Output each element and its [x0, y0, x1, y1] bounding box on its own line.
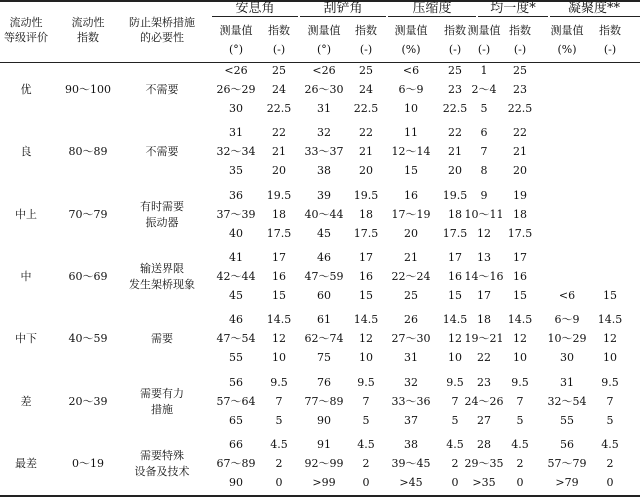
measure-cell-line1: 输送界限 — [140, 261, 184, 275]
index-cell: 90～100 — [65, 83, 111, 96]
index-value-cell: 25 — [448, 64, 462, 77]
index-value-cell: 12 — [448, 332, 462, 346]
index-value-cell: 22 — [272, 126, 286, 140]
index-value-cell: 12 — [513, 332, 527, 346]
index-value-cell: 7 — [451, 394, 459, 408]
measured-value-cell: 40～44 — [304, 207, 344, 221]
index-value-cell: 19.5 — [266, 188, 292, 202]
measured-value-cell: >99 — [312, 475, 336, 489]
index-cell: 60～69 — [68, 269, 108, 283]
measured-value-cell: >45 — [399, 475, 423, 489]
measured-value-cell: 55 — [229, 351, 243, 365]
group-underline-4 — [478, 16, 548, 17]
group-underline-3 — [388, 16, 476, 17]
index-value-cell: 9.5 — [601, 375, 619, 389]
index-value-cell: 9.5 — [446, 375, 464, 389]
measured-value-cell: 56 — [560, 437, 574, 451]
subhead-g1-measured: 测量值 — [219, 24, 253, 37]
index-value-cell: 10 — [359, 351, 373, 365]
index-value-cell: 5 — [275, 413, 283, 427]
index-value-cell: 7 — [275, 394, 283, 408]
index-header-line2: 指数 — [77, 31, 99, 44]
measured-value-cell: 90 — [229, 475, 243, 489]
grade-cell: 中下 — [15, 332, 37, 346]
measured-value-cell: 92～99 — [304, 456, 344, 470]
index-value-cell: 17 — [272, 250, 286, 264]
group-title-angle-of-repose: 安息角 — [235, 1, 275, 16]
measured-value-cell: 46 — [317, 250, 331, 264]
index-value-cell: 15 — [603, 288, 617, 302]
measure-cell-line1: 需要有力 — [140, 386, 184, 400]
index-value-cell: 15 — [272, 288, 286, 302]
index-value-cell: 7 — [516, 394, 524, 408]
measured-value-cell: 36 — [229, 188, 243, 202]
measured-value-cell: <26 — [224, 64, 248, 77]
measured-value-cell: 31 — [229, 126, 243, 140]
index-value-cell: 25 — [272, 64, 286, 77]
measured-value-cell: 17～19 — [391, 207, 431, 221]
index-value-cell: 17.5 — [266, 226, 292, 240]
index-header-line1: 流动性 — [71, 16, 105, 29]
measure-cell: 不需要 — [145, 83, 179, 96]
index-value-cell: 0 — [362, 475, 370, 489]
index-cell: 80～89 — [68, 145, 108, 159]
index-value-cell: 10 — [513, 351, 527, 365]
measured-value-cell: 12 — [477, 226, 491, 240]
measured-value-cell: 40 — [229, 226, 243, 240]
measured-value-cell: 47～59 — [304, 269, 344, 283]
index-value-cell: 5 — [362, 413, 370, 427]
measured-value-cell: 31 — [317, 102, 331, 115]
index-value-cell: 10 — [272, 351, 286, 365]
measured-value-cell: 16 — [404, 188, 418, 202]
measured-value-cell: 39 — [317, 188, 331, 202]
index-value-cell: 0 — [606, 475, 614, 489]
measured-value-cell: 6 — [480, 126, 488, 140]
index-value-cell: 2 — [362, 456, 370, 470]
index-value-cell: 4.5 — [357, 437, 375, 451]
measure-cell-line1: 需要特殊 — [140, 448, 184, 462]
group-title-compressibility: 压缩度 — [412, 1, 452, 16]
measured-value-cell: 46 — [229, 313, 243, 327]
measured-value-cell: 66 — [229, 437, 243, 451]
measured-value-cell: 45 — [317, 226, 331, 240]
index-value-cell: 22.5 — [507, 102, 533, 115]
index-value-cell: 0 — [516, 475, 524, 489]
group-underline-2 — [300, 16, 386, 17]
measured-value-cell: 23 — [477, 375, 491, 389]
index-value-cell: 24 — [272, 83, 286, 96]
index-value-cell: 7 — [362, 394, 370, 408]
measured-value-cell: 31 — [560, 375, 574, 389]
unit-g2-measured: (°) — [316, 43, 332, 56]
index-value-cell: 4.5 — [270, 437, 288, 451]
measured-value-cell: 57～79 — [547, 456, 587, 470]
measured-value-cell: 10 — [404, 102, 418, 115]
index-value-cell: 0 — [451, 475, 459, 489]
grade-cell: 优 — [20, 83, 32, 96]
index-value-cell: 15 — [448, 288, 462, 302]
unit-g1-index: (-) — [272, 43, 286, 56]
group-title-cohesion: 凝聚度** — [567, 1, 621, 16]
index-value-cell: 14.5 — [442, 313, 468, 327]
subhead-g2-index: 指数 — [355, 24, 377, 37]
index-value-cell: 18 — [359, 207, 373, 221]
measured-value-cell: 32～34 — [216, 145, 256, 159]
index-value-cell: 12 — [359, 332, 373, 346]
measured-value-cell: 56 — [229, 375, 243, 389]
index-value-cell: 22 — [513, 126, 527, 140]
measured-value-cell: 8 — [480, 164, 488, 178]
subhead-g1-index: 指数 — [268, 24, 290, 37]
grade-cell: 良 — [20, 145, 32, 159]
measured-value-cell: 28 — [477, 437, 491, 451]
measured-value-cell: 39～45 — [391, 456, 431, 470]
index-value-cell: 4.5 — [601, 437, 619, 451]
index-value-cell: 4.5 — [446, 437, 464, 451]
grade-cell: 差 — [20, 394, 32, 408]
index-value-cell: 16 — [359, 269, 373, 283]
measured-value-cell: 20 — [404, 226, 418, 240]
measured-value-cell: 61 — [317, 313, 331, 327]
index-value-cell: 4.5 — [511, 437, 529, 451]
measured-value-cell: <6 — [558, 288, 576, 302]
measured-value-cell: <6 — [402, 64, 420, 77]
measured-value-cell: 38 — [317, 164, 331, 178]
index-value-cell: 9.5 — [511, 375, 529, 389]
measured-value-cell: 37 — [404, 413, 418, 427]
measure-cell: 需要 — [151, 332, 173, 346]
index-value-cell: 10 — [603, 351, 617, 365]
unit-g5-measured: (%) — [557, 43, 577, 56]
measured-value-cell: 19～21 — [464, 332, 504, 346]
grade-header-line2: 等级评价 — [4, 31, 48, 44]
measure-cell-line1: 有时需要 — [140, 199, 184, 213]
index-value-cell: 21 — [272, 145, 286, 159]
measured-value-cell: 65 — [229, 413, 243, 427]
measured-value-cell: 45 — [229, 288, 243, 302]
measured-value-cell: 27 — [477, 413, 491, 427]
index-value-cell: 20 — [359, 164, 373, 178]
subhead-g4-index: 指数 — [509, 24, 531, 37]
measured-value-cell: 18 — [477, 313, 491, 327]
measured-value-cell: 33～37 — [304, 145, 344, 159]
measure-cell: 不需要 — [145, 145, 179, 159]
index-value-cell: 7 — [606, 394, 614, 408]
measured-value-cell: 30 — [560, 351, 574, 365]
index-value-cell: 17 — [513, 250, 527, 264]
group-title-uniformity: 均一度* — [490, 1, 536, 16]
measured-value-cell: 11 — [404, 126, 418, 140]
index-cell: 0～19 — [72, 456, 104, 470]
index-value-cell: 22.5 — [442, 102, 468, 115]
index-value-cell: 19.5 — [353, 188, 379, 202]
measured-value-cell: 22 — [477, 351, 491, 365]
grade-cell: 最差 — [15, 456, 37, 470]
measured-value-cell: 26～29 — [216, 83, 256, 96]
measured-value-cell: 57～64 — [216, 394, 256, 408]
index-value-cell: 22.5 — [353, 102, 379, 115]
measure-cell-line2: 设备及技术 — [134, 464, 190, 478]
measured-value-cell: 27～30 — [391, 332, 431, 346]
measured-value-cell: 77～89 — [304, 394, 344, 408]
index-value-cell: 23 — [513, 83, 527, 96]
measured-value-cell: 22～24 — [391, 269, 431, 283]
measured-value-cell: 76 — [317, 375, 331, 389]
index-value-cell: 15 — [513, 288, 527, 302]
measured-value-cell: 2～4 — [471, 83, 497, 96]
index-value-cell: 19 — [513, 188, 527, 202]
index-value-cell: 23 — [448, 83, 462, 96]
index-value-cell: 16 — [448, 269, 462, 283]
index-value-cell: 20 — [272, 164, 286, 178]
index-value-cell: 24 — [359, 83, 373, 96]
grade-cell: 中上 — [15, 207, 37, 221]
measured-value-cell: 14～16 — [464, 269, 504, 283]
index-value-cell: 2 — [451, 456, 459, 470]
index-value-cell: 25 — [359, 64, 373, 77]
measured-value-cell: 32 — [317, 126, 331, 140]
measured-value-cell: 42～44 — [216, 269, 256, 283]
measured-value-cell: 26～30 — [304, 83, 344, 96]
measured-value-cell: 91 — [317, 437, 331, 451]
index-cell: 40～59 — [68, 332, 108, 346]
index-value-cell: 14.5 — [266, 313, 292, 327]
index-value-cell: 21 — [448, 145, 462, 159]
measured-value-cell: 29～35 — [464, 456, 504, 470]
measured-value-cell: 25 — [404, 288, 418, 302]
index-value-cell: 0 — [275, 475, 283, 489]
measured-value-cell: 6～9 — [398, 83, 424, 96]
index-value-cell: 5 — [516, 413, 524, 427]
index-value-cell: 2 — [275, 456, 283, 470]
measured-value-cell: 15 — [404, 164, 418, 178]
group-title-spatula-angle: 刮铲角 — [323, 1, 363, 16]
index-value-cell: 19.5 — [442, 188, 468, 202]
measured-value-cell: 35 — [229, 164, 243, 178]
index-value-cell: 20 — [513, 164, 527, 178]
index-value-cell: 22 — [448, 126, 462, 140]
measured-value-cell: 75 — [317, 351, 331, 365]
subhead-g3-index: 指数 — [444, 24, 466, 37]
index-value-cell: 18 — [272, 207, 286, 221]
measured-value-cell: 6～9 — [554, 313, 580, 327]
index-value-cell: 2 — [516, 456, 524, 470]
measured-value-cell: 9 — [480, 188, 488, 202]
unit-g3-measured: (%) — [401, 43, 421, 56]
index-cell: 20～39 — [68, 394, 108, 408]
measured-value-cell: 7 — [480, 145, 488, 159]
unit-g4-measured: (-) — [477, 43, 491, 56]
index-value-cell: 5 — [451, 413, 459, 427]
measured-value-cell: 55 — [560, 413, 574, 427]
measured-value-cell: 41 — [229, 250, 243, 264]
index-value-cell: 9.5 — [270, 375, 288, 389]
unit-g4-index: (-) — [513, 43, 527, 56]
measured-value-cell: 13 — [477, 250, 491, 264]
index-value-cell: 18 — [513, 207, 527, 221]
unit-g5-index: (-) — [603, 43, 617, 56]
index-value-cell: 17.5 — [353, 226, 379, 240]
unit-g2-index: (-) — [359, 43, 373, 56]
index-value-cell: 16 — [272, 269, 286, 283]
measured-value-cell: 17 — [477, 288, 491, 302]
index-value-cell: 16 — [513, 269, 527, 283]
measure-cell-line2: 措施 — [151, 402, 173, 416]
index-value-cell: 17 — [448, 250, 462, 264]
index-value-cell: 15 — [359, 288, 373, 302]
subhead-g4-measured: 测量值 — [467, 24, 501, 37]
measured-value-cell: 5 — [480, 102, 488, 115]
index-value-cell: 14.5 — [507, 313, 533, 327]
measured-value-cell: <26 — [312, 64, 336, 77]
header-bottom-rule — [0, 62, 640, 63]
index-value-cell: 18 — [448, 207, 462, 221]
measured-value-cell: 26 — [404, 313, 418, 327]
subhead-g3-measured: 测量值 — [394, 24, 428, 37]
index-value-cell: 12 — [272, 332, 286, 346]
index-value-cell: 14.5 — [597, 313, 623, 327]
measured-value-cell: 31 — [404, 351, 418, 365]
measured-value-cell: >35 — [472, 475, 496, 489]
index-value-cell: 12 — [603, 332, 617, 346]
measured-value-cell: 47～54 — [216, 332, 256, 346]
subhead-g2-measured: 测量值 — [307, 24, 341, 37]
index-value-cell: 21 — [513, 145, 527, 159]
index-value-cell: 2 — [606, 456, 614, 470]
measured-value-cell: 60 — [317, 288, 331, 302]
measured-value-cell: 12～14 — [391, 145, 431, 159]
index-cell: 70～79 — [68, 207, 108, 221]
measure-header-line1: 防止架桥措施 — [129, 16, 195, 29]
index-value-cell: 22 — [359, 126, 373, 140]
index-value-cell: 22.5 — [266, 102, 292, 115]
measured-value-cell: 1 — [480, 64, 488, 77]
measured-value-cell: 90 — [317, 413, 331, 427]
measured-value-cell: 33～36 — [391, 394, 431, 408]
measured-value-cell: 10～11 — [464, 207, 504, 221]
index-value-cell: 10 — [448, 351, 462, 365]
grade-header-line1: 流动性 — [9, 16, 43, 29]
index-value-cell: 14.5 — [353, 313, 379, 327]
index-value-cell: 20 — [448, 164, 462, 178]
group-underline-1 — [212, 16, 298, 17]
unit-g1-measured: (°) — [228, 43, 244, 56]
measured-value-cell: 37～39 — [216, 207, 256, 221]
measured-value-cell: 32 — [404, 375, 418, 389]
measured-value-cell: 10～29 — [547, 332, 587, 346]
subhead-g5-measured: 测量值 — [550, 24, 584, 37]
measure-cell-line2: 发生架桥现象 — [129, 277, 195, 291]
index-value-cell: 21 — [359, 145, 373, 159]
measured-value-cell: 38 — [404, 437, 418, 451]
index-value-cell: 25 — [513, 64, 527, 77]
measured-value-cell: >79 — [555, 475, 579, 489]
group-underline-5 — [550, 16, 640, 17]
index-value-cell: 17 — [359, 250, 373, 264]
unit-g3-index: (-) — [448, 43, 462, 56]
measured-value-cell: 30 — [229, 102, 243, 115]
index-value-cell: 17.5 — [507, 226, 533, 240]
measured-value-cell: 32～54 — [547, 394, 587, 408]
index-value-cell: 9.5 — [357, 375, 375, 389]
top-rule — [0, 0, 640, 2]
measured-value-cell: 21 — [404, 250, 418, 264]
measured-value-cell: 62～74 — [304, 332, 344, 346]
measure-header-line2: 的必要性 — [140, 31, 184, 44]
index-value-cell: 17.5 — [442, 226, 468, 240]
bottom-rule — [0, 495, 640, 497]
subhead-g5-index: 指数 — [599, 24, 621, 37]
grade-cell: 中 — [20, 269, 32, 283]
measured-value-cell: 24～26 — [464, 394, 504, 408]
index-value-cell: 5 — [606, 413, 614, 427]
measured-value-cell: 67～89 — [216, 456, 256, 470]
measure-cell-line2: 振动器 — [145, 215, 179, 229]
